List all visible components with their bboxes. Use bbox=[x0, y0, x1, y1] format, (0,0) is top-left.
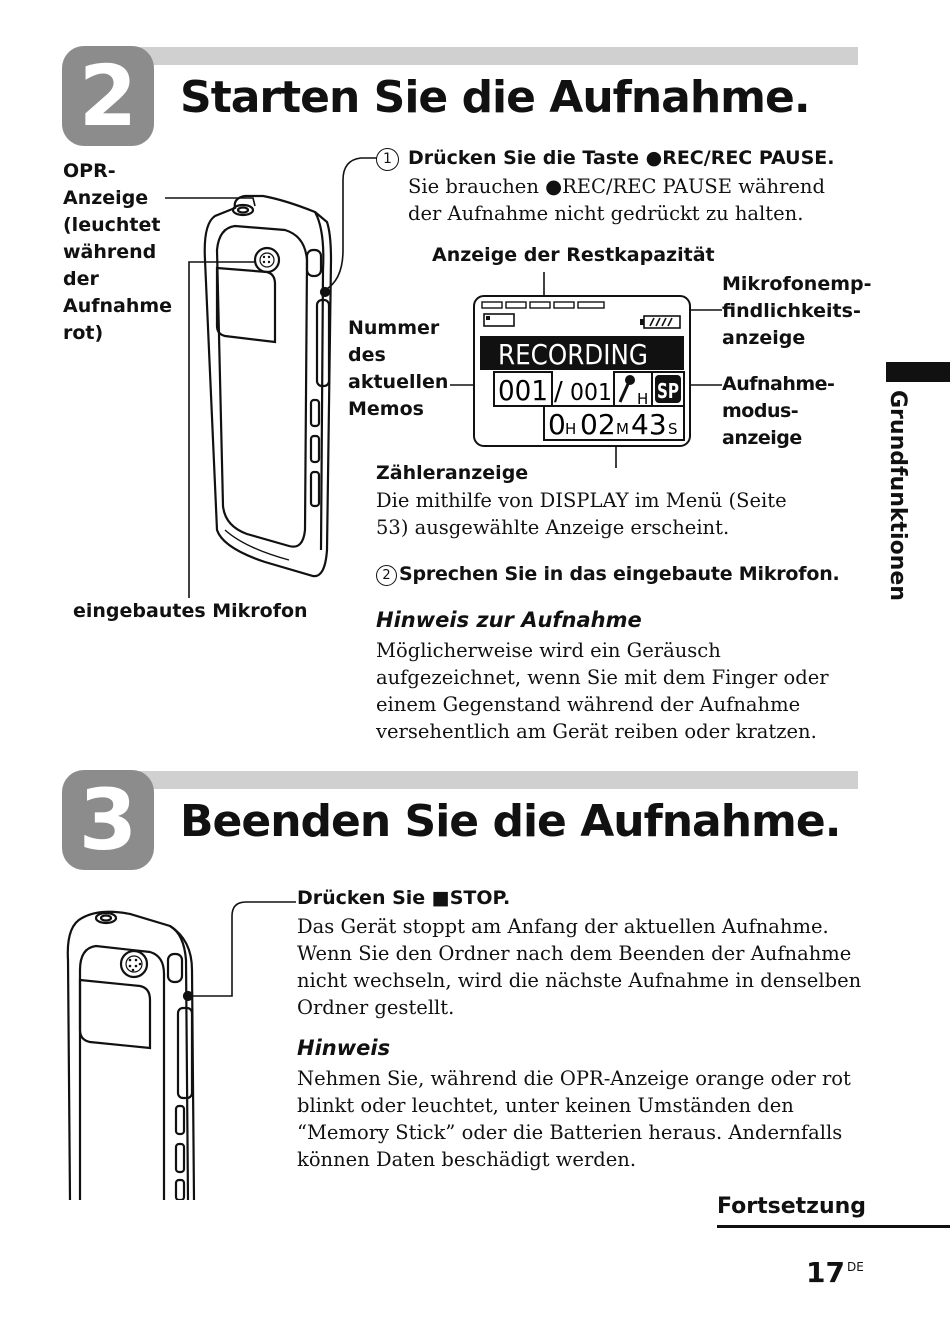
lcd-hours-unit: H bbox=[565, 420, 577, 438]
lcd-slash: / bbox=[554, 377, 563, 407]
capacity-label: Anzeige der Restkapazität bbox=[432, 244, 715, 266]
recording-note-body: Möglicherweise wird ein Geräusch aufgezeichnet, wenn Sie mit dem Finger oder einem Gegenstand während der Aufnahme versehentlich am Gerät reiben oder kratzen. bbox=[376, 639, 829, 743]
continued-label: Fortsetzung bbox=[717, 1194, 867, 1219]
lcd-recording-text: RECORDING bbox=[498, 338, 648, 371]
opr-indicator-label: OPR- Anzeige (leuchtet während der Aufnahme rot) bbox=[63, 160, 173, 344]
built-in-mic-label: eingebautes Mikrofon bbox=[73, 600, 308, 622]
lcd-rec-mode: SP bbox=[657, 379, 679, 403]
step2-number-badge: 2 bbox=[62, 46, 154, 146]
lcd-memo-number: 001 bbox=[498, 374, 548, 407]
stop-note-title: Hinweis bbox=[297, 1036, 391, 1060]
recorder-illustration-step3 bbox=[60, 900, 300, 1200]
memo-number-label: Nummer des aktuellen Memos bbox=[348, 317, 449, 420]
step2-title: Starten Sie die Aufnahme. bbox=[180, 72, 810, 123]
lcd-minutes-unit: M bbox=[616, 420, 629, 438]
step3-title: Beenden Sie die Aufnahme. bbox=[180, 796, 841, 847]
side-tab-label: Grundfunktionen bbox=[885, 390, 910, 601]
stop-body: Das Gerät stoppt am Anfang der aktuellen Aufnahme. Wenn Sie den Ordner nach dem Beenden der Aufnahme nicht wechseln, wird die nächste Aufnahme in denselben Ordner gestellt. bbox=[297, 915, 862, 1019]
recording-note-title: Hinweis zur Aufnahme bbox=[376, 608, 642, 632]
continued-rule bbox=[717, 1225, 950, 1228]
step3-header-bar bbox=[130, 771, 858, 789]
page-number-wrap bbox=[806, 1256, 864, 1289]
lcd-seconds-unit: S bbox=[668, 420, 678, 438]
side-tab-marker bbox=[886, 362, 950, 382]
instr2-heading: Sprechen Sie in das eingebaute Mikrofon. bbox=[399, 563, 840, 585]
lcd-total-memos: 001 bbox=[570, 380, 612, 406]
lcd-mic-mode: H bbox=[637, 390, 649, 408]
step3-number-badge: 3 bbox=[62, 770, 154, 870]
lcd-hours: 0 bbox=[548, 408, 566, 441]
counter-heading: Zähleranzeige bbox=[376, 462, 529, 484]
step2-header-bar bbox=[130, 47, 858, 65]
counter-body: Die mithilfe von DISPLAY im Menü (Seite 53) ausgewählte Anzeige erscheint. bbox=[376, 489, 787, 539]
lcd-display bbox=[440, 268, 740, 468]
instr2-circle-number: 2 bbox=[376, 565, 397, 586]
stop-heading: Drücken Sie ■STOP. bbox=[297, 887, 511, 909]
stop-note-body: Nehmen Sie, während die OPR-Anzeige orange oder rot blinkt oder leuchtet, unter keinen Umständen den “Memory Stick” oder die Batterien heraus. Andernfalls können Daten beschädigt werden. bbox=[297, 1067, 851, 1171]
mic-sensitivity-label: Mikrofonemp- findlichkeits- anzeige bbox=[722, 273, 872, 349]
rec-mode-label: Aufnahme- modus- anzeige bbox=[722, 373, 835, 449]
page-number: 17 bbox=[806, 1256, 845, 1289]
instr1-body: Sie brauchen ●REC/REC PAUSE während der Aufnahme nicht gedrückt zu halten. bbox=[408, 175, 825, 225]
instr1-circle-number: 1 bbox=[376, 148, 399, 171]
lcd-minutes: 02 bbox=[580, 408, 616, 441]
lcd-seconds: 43 bbox=[631, 408, 667, 441]
page-number-suffix: DE bbox=[846, 1260, 864, 1274]
instr1-heading: Drücken Sie die Taste ●REC/REC PAUSE. bbox=[408, 147, 835, 169]
